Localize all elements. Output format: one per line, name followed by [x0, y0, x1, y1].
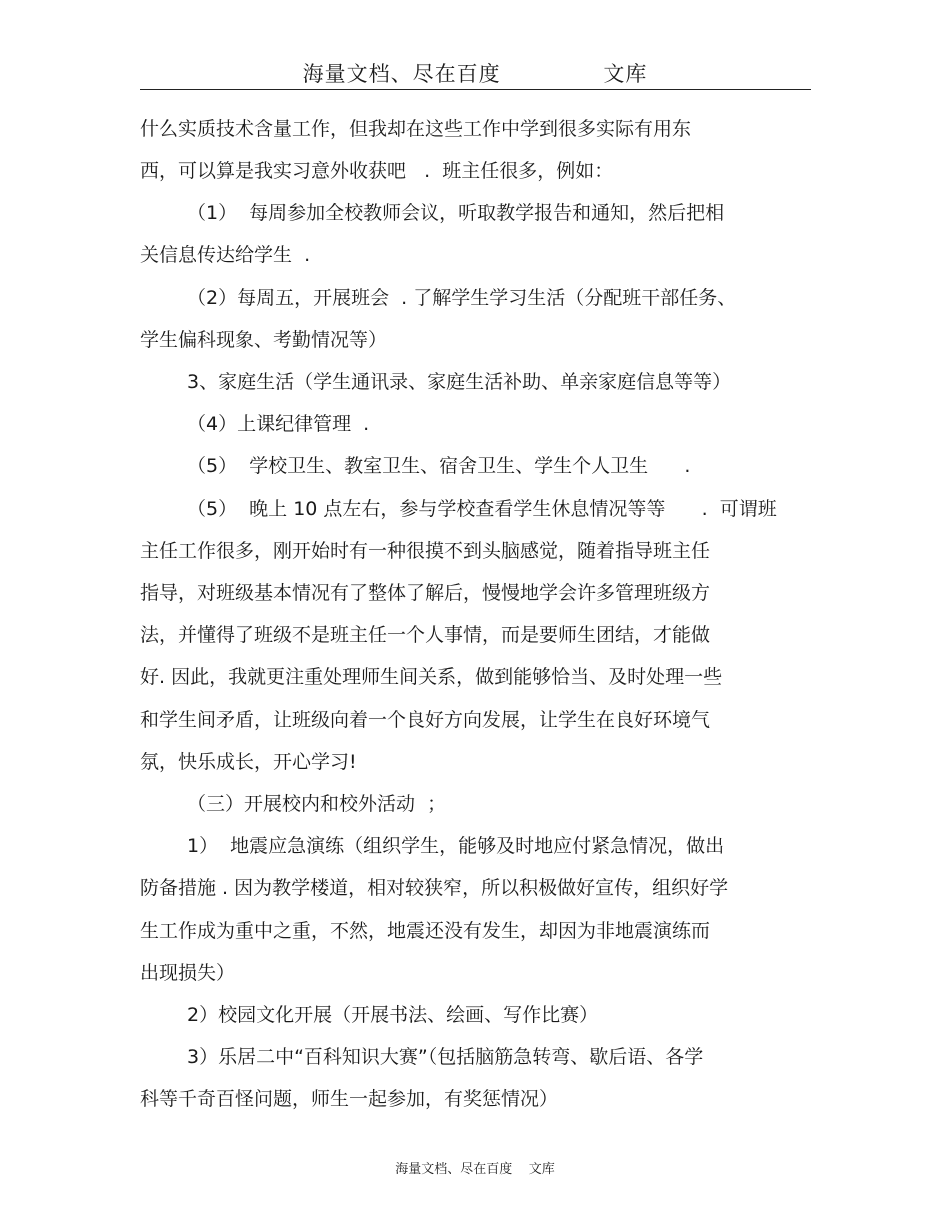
body-line: 指导，对班级基本情况有了整体了解后，慢慢地学会许多管理班级方	[140, 582, 711, 604]
body-line: 学生偏科现象、考勤情况等）	[140, 329, 388, 351]
body-line: （5） 学校卫生、教室卫生、宿舍卫生、学生个人卫生 .	[187, 455, 691, 477]
body-line: 主任工作很多，刚开始时有一种很摸不到头脑感觉，随着指导班主任	[140, 540, 711, 562]
body-line: 生工作成为重中之重，不然，地震还没有发生，却因为非地震演练而	[140, 920, 711, 942]
body-line: 氛，快乐成长，开心学习!	[140, 751, 357, 773]
body-line: 2）校园文化开展（开展书法、绘画、写作比赛）	[187, 1004, 599, 1026]
body-line: （4）上课纪律管理 .	[187, 413, 370, 435]
body-line: 什么实质技术含量工作，但我却在这些工作中学到很多实际有用东	[140, 118, 692, 140]
page-header-title: 海量文档、尽在百度 文库	[302, 62, 648, 86]
page-footer-title: 海量文档、尽在百度 文库	[395, 1162, 555, 1177]
body-line: 出现损失）	[140, 962, 236, 984]
body-line: 法，并懂得了班级不是班主任一个人事情，而是要师生团结，才能做	[140, 624, 711, 646]
body-line: （三）开展校内和校外活动 ；	[187, 793, 447, 815]
body-line: 1） 地震应急演练（组织学生，能够及时地应付紧急情况，做出	[187, 835, 725, 857]
body-line: 科等千奇百怪问题，师生一起参加，有奖惩情况）	[140, 1088, 559, 1110]
body-line: 西，可以算是我实习意外收获吧 . 班主任很多，例如：	[140, 160, 614, 182]
body-line: 好. 因此，我就更注重处理师生间关系，做到能够恰当、及时处理一些	[140, 666, 723, 688]
header-divider	[140, 89, 811, 90]
body-line: （1） 每周参加全校教师会议，听取教学报告和通知，然后把相	[187, 202, 725, 224]
body-line: 3、家庭生活（学生通讯录、家庭生活补助、单亲家庭信息等等）	[187, 371, 732, 393]
body-line: 关信息传达给学生 .	[140, 244, 311, 266]
body-line: （5） 晚上 10 点左右，参与学校查看学生休息情况等等 . 可谓班	[187, 498, 777, 520]
body-line: 防备措施 . 因为教学楼道，相对较狭窄，所以积极做好宣传，组织好学	[140, 877, 729, 899]
body-line: 3）乐居二中“百科知识大赛”（包括脑筋急转弯、歇后语、各学	[187, 1046, 704, 1068]
body-line: （2）每周五，开展班会 . 了解学生学习生活（分配班干部任务、	[187, 287, 737, 309]
body-line: 和学生间矛盾，让班级向着一个良好方向发展，让学生在良好环境气	[140, 709, 711, 731]
